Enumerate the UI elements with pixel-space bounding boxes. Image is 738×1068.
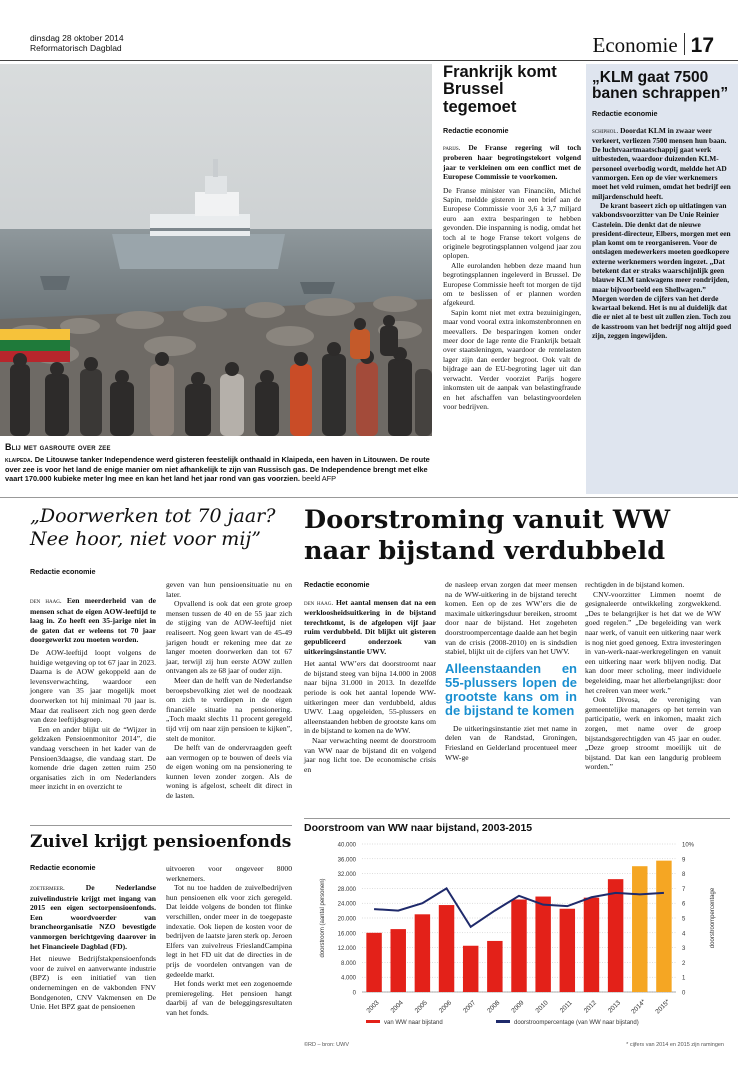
ww-col2: [445, 580, 577, 762]
chart-source: ©RD – bron: UWV: [304, 1042, 350, 1048]
y-tick-label: 0: [352, 990, 356, 997]
news-photo: [0, 64, 432, 436]
y2-tick-label: 7: [682, 886, 686, 893]
paragraph: Ook Divosa, de vereniging van gemeentelijke managers op het terrein van participatie, werk en inkomen, maakt zich zorgen, met name over de groep bijstandsgerechtigden van 45 jaar en ouder. „Deze groep stroomt moeilijk uit de bijstand. Dat kan een langdurig probleem worden.”: [585, 695, 721, 772]
y-tick-label: 20.000: [337, 916, 356, 923]
byline-frankrijk: Redactie economie: [443, 125, 509, 135]
bar-2006: [439, 905, 454, 992]
paragraph: CNV-voorzitter Limmen noemt de gesignaleerde ontwikkeling zorgwekkend. „Des te belangrijker is het dat we de WW goed regelen.” „De begeleiding van werk naar werk, of vanuit een uitkering naar werk is nog niet goed genoeg. Extra investeringen in van-werk-naar-werkregelingen en vanuit een uitkering naar werk blijven nodig. Dat kan door meer scholing, meer individuele begeleiding, maar het allerbelangrijkst: door het creëren van meer werk.”: [585, 589, 721, 695]
header-dateline: [30, 33, 124, 53]
bar-2014*: [632, 866, 647, 992]
bar-2011: [560, 909, 575, 992]
y-tick-label: 12.000: [337, 946, 356, 953]
chart-footnote: * cijfers van 2014 en 2015 zijn ramingen: [626, 1042, 724, 1048]
newspaper-name: Reformatorisch Dagblad: [30, 43, 122, 53]
paragraph: Opvallend is ook dat een grote groep mensen tussen de 40 en de 55 jaar zich de stijging van de AOW-leeftijd niet realiseert. Nog geen kwart van de 45-49 jarigen houdt er rekening mee dat ze langer moeten doorwerken dan tot 67 jaar, terwijl zij hun eerste AOW zullen ontvangen als ze 68 jaar of ouder zijn.: [166, 599, 292, 676]
legend-swatch-line: [496, 1020, 510, 1023]
header-divider: [684, 33, 685, 55]
article-doorwerken: [30, 505, 292, 576]
byline-doorwerken: Redactie economie: [30, 567, 96, 576]
bar-2007: [463, 946, 478, 992]
caption-place: klaipeda.: [5, 455, 33, 464]
body-klm: [592, 126, 732, 341]
y2-tick-label: 3: [682, 946, 686, 953]
headline-ww: Doorstroming vanuit WW naar bijstand verdubbeld: [304, 505, 671, 566]
paragraph: geven van hun pensioensituatie nu en later.: [166, 580, 292, 599]
caption-credit: beeld AFP: [301, 474, 337, 484]
x-tick-label: 2015*: [654, 998, 672, 1016]
ww-col3: [585, 580, 721, 772]
body-frankrijk: [443, 143, 581, 411]
dateline-klm: schiphol.: [592, 126, 619, 135]
headline-doorwerken: „Doorwerken tot 70 jaar? Nee hoor, niet voor mij”: [30, 505, 276, 550]
section-rule: [0, 497, 738, 498]
paragraph: Een en ander blijkt uit de “Wijzer in geldzaken Pensioenmonitor 2014”, die vandaag verscheen in het kader van de Pensioen3daagse, die vandaag start. De komende drie dagen zetten ruim 250 organisaties zich in om Nederlanders meer inzicht in en overzicht te: [30, 724, 156, 792]
ww-chart: [304, 818, 730, 1063]
x-tick-label: 2004: [389, 999, 405, 1015]
y2-tick-label: 5: [682, 916, 686, 923]
paragraph: Meer dan de helft van de Nederlandse beroepsbevolking ziet wel de noodzaak om zich te verdiepen in de eigen financiële situatie na pensionering. „Toch maakt slechts 11 procent geregeld tijd vrij om naar zijn pensioen te kijken”, stelt de monitor.: [166, 675, 292, 743]
paragraph: uitvoeren voor ongeveer 8000 werknemers.: [166, 864, 292, 883]
y-tick-label: 32.000: [337, 872, 356, 879]
y-tick-label: 8.000: [340, 960, 356, 967]
paragraph: Sapin komt niet met extra bezuinigingen, maar vond vooral extra inkomstenbronnen en meevallers. De besparingen komen onder meer door de lage rente die Frankrijk betaalt over staatsleningen, waardoor de rentelasten lager zijn dan eerder begroot. Ook valt de bijdrage aan de EU-begroting lager uit dan verwacht. Verder voorziet Parijs hogere inkomsten uit de aanpak van belastingfraude en het afschaffen van belastingvoordelen voor bedrijven.: [443, 307, 581, 411]
dateline-doorwerken: den haag.: [30, 597, 62, 605]
paragraph: Doordat KLM in zwaar weer verkeert, verliezen 7500 mensen hun baan. De luchtvaartmaatschappij gaat werk uitbesteden, waardoor duizenden KLM-personeel overbodig wordt, meldde het AD vanmorgen. Een op de vier werknemers moet het veld ruimen, omdat het bedrijf een miljardenschuld heeft.: [592, 125, 731, 201]
section-header: [593, 32, 715, 59]
bar-2005: [415, 914, 430, 992]
y2-tick-label: 2: [682, 960, 686, 967]
y2-tick-label: 6: [682, 901, 686, 908]
bar-2012: [584, 898, 599, 992]
x-tick-label: 2011: [558, 999, 574, 1015]
issue-date: dinsdag 28 oktober 2014: [30, 33, 124, 43]
x-tick-label: 2007: [462, 999, 478, 1015]
y2-tick-label: 9: [682, 857, 686, 864]
paragraph: Alle eurolanden hebben deze maand hun begrotingsplannen ingeleverd in Brussel. De Europese Commissie heeft tot morgen de tijd om te beslissen of er plannen worden afgekeurd.: [443, 260, 581, 308]
paragraph: rechtigden in de bijstand komen.: [585, 580, 685, 589]
paragraph: De Franse minister van Financiën, Michel Sapin, meldde gisteren in een brief aan de Europese Commissie voor 3,6 à 3,7 miljard euro aan extra besparingen te hebben gevonden. Die inspanning is nodig, omdat het toch al te hoge Franse tekort volgens de originele begrotingsplannen volgend jaar zou oplopen.: [443, 185, 581, 261]
y2-tick-label: 1: [682, 975, 686, 982]
paragraph: De uitkeringsinstantie ziet met name in delen van de Randstad, Groningen, Friesland en Gelderland procentueel meer WW-ge: [445, 723, 577, 762]
photo-caption: [5, 455, 430, 484]
bar-2015*: [656, 861, 671, 992]
paragraph: Het aantal WW’ers dat doorstroomt naar de bijstand steeg van bijna 14.000 in 2008 naar bijna 31.000 in 2013. In dezelfde periode is ook het aantal lopende WW-uitkeringen meer dan verdubbeld, aldus UWV. Laag opgeleiden, 55-plussers en alleenstaanden hebben de grootste kans om in de bijstand te komen na de WW.: [304, 659, 436, 736]
y2-tick-label: 10%: [682, 842, 695, 849]
y2-tick-label: 0: [682, 990, 686, 997]
zuivel-col1: [30, 883, 156, 1012]
x-tick-label: 2006: [437, 999, 454, 1015]
page-number: 17: [690, 34, 714, 57]
paragraph: de nasleep ervan zorgen dat meer mensen na de WW-uitkering in de bijstand terecht komen. Een op de zes WW’ers die de maximale uitkeringsduur bereiken, stroomt door naar de bijstand. Het zogeheten doorstroompercentage daalde aan het begin van de crisis (2008-2010) en is sindsdien stabiel, blijkt uit de cijfers van het UWV.: [445, 580, 577, 657]
dateline-ww: den haag.: [304, 598, 334, 607]
byline-ww: Redactie economie: [304, 580, 370, 589]
byline-klm: Redactie economie: [592, 108, 658, 118]
byline-zuivel: Redactie economie: [30, 863, 96, 872]
headline-frankrijk: Frankrijk komt Brussel tegemoet: [443, 63, 557, 116]
photo-caption-title: Blij met gasroute over zee: [5, 442, 111, 452]
x-tick-label: 2012: [582, 999, 598, 1015]
x-tick-label: 2009: [510, 999, 526, 1015]
bar-2008: [487, 941, 502, 992]
paragraph: Tot nu toe hadden de zuivelbedrijven hun pensioenen elk voor zich geregeld. Dat leidde volgens de bonden tot flinke verschillen, onder meer in de toegepaste indexatie. Ook liepen de kosten voor de bedrijven de laatste jaren sterk op. Jeroen Elfers van zuivelreus FrieslandCampina legt in het FD uit dat de directies in de prijs de voordelen ontvangen van de gedeelde markt.: [166, 883, 292, 979]
y-tick-label: 40.000: [337, 842, 356, 849]
section-name: Economie: [592, 33, 678, 57]
lead-ww: Het aantal mensen dat na een werkloosheidsuitkering in de bijstand terechtkomt, is de afgelopen vijf jaar ruim verdubbeld. Dit blijkt uit gisteren gepubliceerd onderzoek van uitkeringsinstantie UWV.: [304, 597, 436, 656]
chart-plot: [304, 834, 730, 1062]
x-tick-label: 2005: [413, 999, 429, 1015]
ww-subhead: Alleenstaanden en 55-plussers lopen de grootste kans om in de bijstand te komen: [445, 660, 577, 718]
lead-frankrijk: De Franse regering wil toch proberen haar begrotingstekort volgend jaar te verkleinen om een conflict met de Europese Commissie te voorkomen.: [443, 142, 582, 182]
paragraph: Naar verwachting neemt de doorstroom van WW naar de bijstand dit en volgend jaar nog licht toe. De economische crisis en: [304, 735, 436, 774]
headline-klm: „KLM gaat 7500 banen schrappen”: [592, 69, 729, 103]
lead-doorwerken: Een meerderheid van de mensen schat de eigen AOW-leeftijd te laag in. Zo heeft een 35-jarige niet in de gaten dat er weleens tot 70 jaar doorgewerkt zou moeten worden.: [30, 596, 156, 645]
dateline-zuivel: zoetermeer.: [30, 884, 65, 892]
lead-zuivel: De Nederlandse zuivelindustrie krijgt met ingang van 2015 een eigen sectorpensioenfonds. Een woordvoerder van brancheorganisatie NZO bevestigde vanmorgen berichtgeving daarover in het Financieele Dagblad (FD).: [30, 883, 156, 951]
legend-label-bars: van WW naar bijstand: [384, 1020, 443, 1026]
zuivel-col2: [166, 864, 292, 1018]
caption-text: De Litouwse tanker Independence werd gisteren feestelijk onthaald in Klaipeda, een haven in Litouwen. De route over zee is voor het land de enige manier om niet afhankelijk te zijn van Russisch gas. De Independence brengt met elke vaart 170.000 kubieke meter lng mee en kan het land het jaar rond van gas voorzien.: [5, 455, 430, 484]
y-tick-label: 36.000: [337, 857, 356, 864]
x-tick-label: 2013: [606, 999, 623, 1015]
paragraph: Het fonds werkt met een zogenoemde premieregeling. Het pensioen hangt daarbij af van de beleggingsresultaten van het fonds.: [166, 979, 292, 1017]
doorwerken-col2: [166, 580, 292, 801]
legend-swatch-bars: [366, 1020, 380, 1023]
doorwerken-col1: [30, 596, 156, 792]
y2-tick-label: 8: [682, 872, 686, 879]
lithuanian-flag: [0, 329, 70, 362]
paragraph: De krant baseert zich op uitlatingen van vakbondsvoorzitter van De Unie Reinier Castelein. Die denkt dat de nieuwe president-directeur, Elbers, morgen met een plan komt om te reorganiseren. Voor de ontslagen medewerkers moeten goedkopere externe werknemers worden ingezet. „Dat betekent dat er straks waarschijnlijk geen blauwe KLM tankwagens meer rondrijden, maar bijvoorbeeld een Shellwagen.” Morgen worden de cijfers van het derde kwartaal bekend. Het is nu al duidelijk dat die er niet al te best uit zullen zien. Toch zou de kasstroom van het bedrijf nog altijd goed zijn, zeggen ingewijden.: [592, 200, 732, 341]
y-tick-label: 28.000: [337, 886, 356, 893]
y-tick-label: 16.000: [337, 931, 356, 938]
bar-2004: [391, 929, 406, 992]
paragraph: De AOW-leeftijd loopt volgens de huidige wetgeving op tot 67 jaar in 2023. Daarna is de AOW gekoppeld aan de levensverwachting, waardoor een jongere van 35 jaar mogelijk moet doorwerken tot hij minimaal 70 jaar is. Maar dat realiseert zich nog geen derde van deze leeftijdsgroep.: [30, 647, 156, 725]
chart-title: Doorstroom van WW naar bijstand, 2003-2015: [304, 818, 730, 834]
x-tick-label: 2003: [365, 999, 381, 1015]
ww-col1: [304, 580, 436, 774]
y-axis-label: doorstroom (aantal personen): [320, 878, 326, 958]
headline-zuivel: Zuivel krijgt pensioenfonds: [30, 832, 292, 852]
bar-2003: [366, 933, 381, 992]
y-tick-label: 24.000: [337, 901, 356, 908]
header-rule: [0, 60, 738, 61]
legend-label-line: doorstroompercentage (van WW naar bijstand): [514, 1020, 639, 1026]
x-tick-label: 2008: [486, 999, 502, 1015]
bar-2013: [608, 879, 623, 992]
x-tick-label: 2014*: [630, 998, 648, 1016]
bar-2009: [511, 900, 526, 993]
y2-axis-label: doorstroompercentage: [710, 887, 716, 949]
zuivel-rule: [30, 825, 292, 826]
article-frankrijk: [443, 64, 581, 411]
article-klm: [586, 64, 738, 494]
y2-tick-label: 4: [682, 931, 686, 938]
paragraph: Het nieuwe Bedrijfstakpensioenfonds voor de zuivel en aanverwante industrie (BPZ) is een initiatief van tien ondernemingen en de vakbonden FNV Bondgenoten, CNV Vakmensen en De Unie. Het BPZ gaat de pensioenen: [30, 954, 156, 1012]
x-tick-label: 2010: [534, 999, 550, 1015]
dateline-frankrijk: parijs.: [443, 143, 461, 152]
y-tick-label: 4.000: [340, 975, 356, 982]
paragraph: De helft van de ondervraagden geeft aan vermogen op te bouwen of deels via de eigen woning om na pensionering te kunnen leven zonder zorgen. Als de woning is afgelost, scheelt dit direct in de lasten.: [166, 743, 292, 801]
tanker-harbour-scene: [0, 64, 432, 436]
article-ww: [304, 505, 724, 567]
bar-2010: [535, 897, 550, 992]
